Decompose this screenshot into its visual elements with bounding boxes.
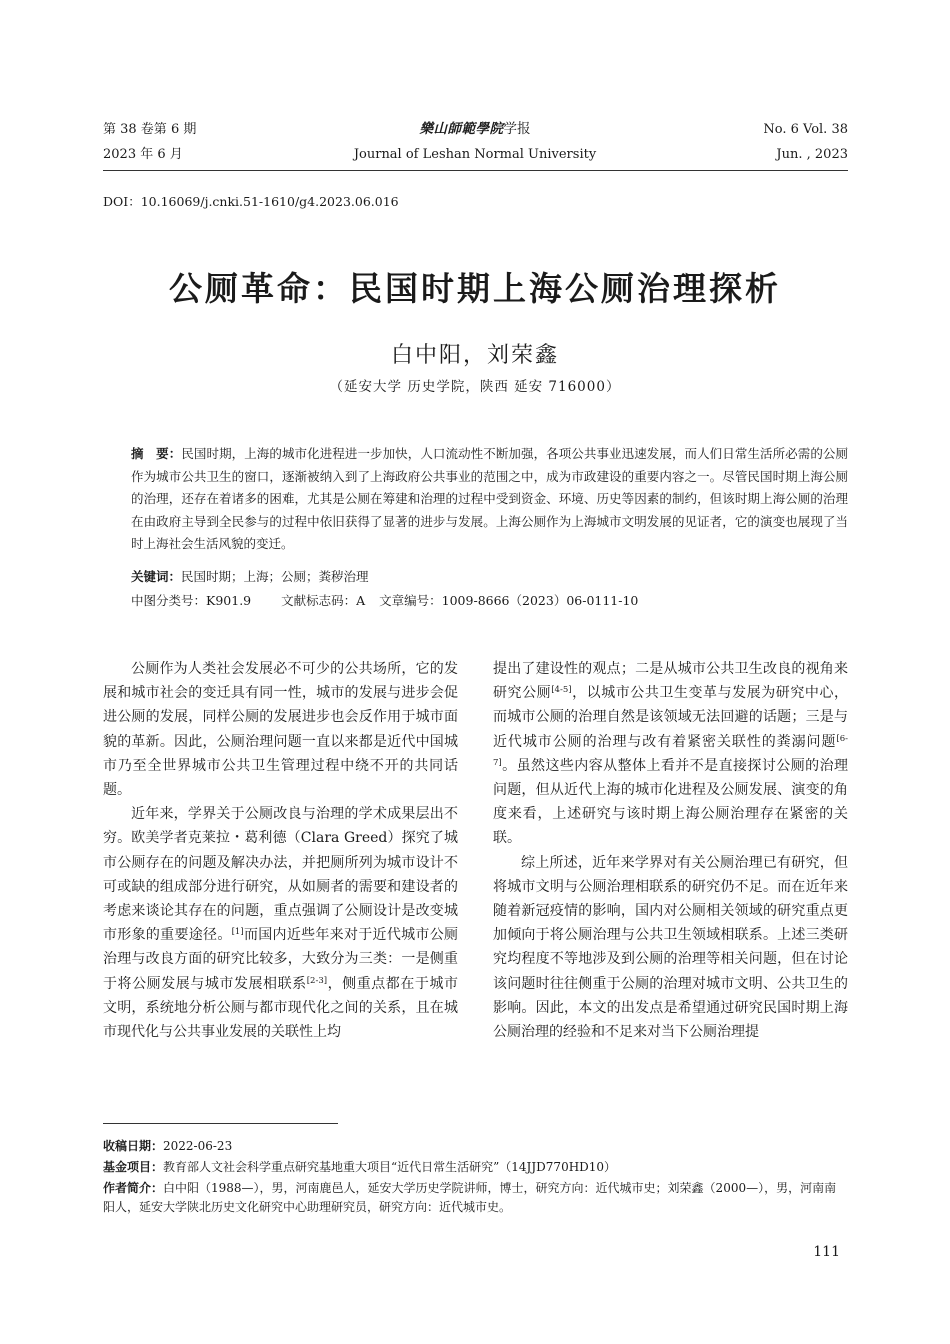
keywords-text: 民国时期；上海；公厕；粪秽治理 <box>181 569 369 584</box>
paragraph-text: ，以城市公共卫生变革与发展为研究中心，而城市公厕的治理自然是该领域无法回避的话题；三是与近代城市公厕的治理与改有着紧密关联性的粪溺问题 <box>493 685 849 750</box>
body-column-right <box>493 657 848 1044</box>
paragraph <box>103 802 458 1044</box>
classification-line <box>131 591 848 611</box>
keywords <box>131 567 848 587</box>
fund-label: 基金项目： <box>103 1160 164 1174</box>
citation-ref: [1] <box>231 927 244 938</box>
citation-ref: [4-5] <box>551 685 572 696</box>
publication-date-cn: 2023 年 6 月 <box>103 147 183 162</box>
paragraph <box>493 657 848 851</box>
abstract <box>131 443 848 556</box>
paragraph-text: 而国内近些年来对于近代城市公厕治理与改良方面的研究比较多，大致分为三类：一是侧重于将公厕发展与城市发展相联系 <box>103 927 459 992</box>
keywords-label: 关键词： <box>131 569 182 584</box>
abstract-label: 摘 要： <box>131 446 182 461</box>
author-bio-label: 作者简介： <box>103 1181 164 1195</box>
affiliation: （延安大学 历史学院，陕西 延安 716000） <box>329 379 621 395</box>
author-bio <box>103 1179 848 1217</box>
fund-project <box>103 1158 848 1177</box>
page-number: 111 <box>813 1244 840 1260</box>
volume-issue: 第 38 卷第 6 期 <box>103 122 197 137</box>
body-column-left <box>103 657 458 1044</box>
footnote-rule <box>103 1123 338 1124</box>
received-label: 收稿日期： <box>103 1139 164 1153</box>
author-bio-value: 白中阳（1988—），男，河南鹿邑人，延安大学历史学院讲师，博士，研究方向：近代城市史；刘荣鑫（2000—），男，河南南阳人，延安大学陕北历史文化研究中心助理研究员，研究方向：近代城市史。 <box>103 1181 837 1214</box>
paper-title: 公厕革命：民国时期上海公厕治理探析 <box>169 269 781 308</box>
paragraph-text: ，侧重点都在于城市文明，系统地分析公厕与都市现代化之间的关系，且在城市现代化与公共事业发展的关联性上均 <box>103 975 459 1041</box>
article-number: 文章编号：1009-8666（2023）06-0111-10 <box>379 593 639 608</box>
doi: DOI：10.16069/j.cnki.51-1610/g4.2023.06.016 <box>103 194 399 209</box>
authors: 白中阳，刘荣鑫 <box>390 343 559 368</box>
journal-suffix: 学报 <box>503 121 531 137</box>
publication-date-en: Jun. , 2023 <box>776 147 848 162</box>
paragraph: 综上所述，近年来学界对有关公厕治理已有研究，但将城市文明与公厕治理相联系的研究仍不足。而在近年来随着新冠疫情的影响，国内对公厕相关领域的研究重点更加倾向于将公厕治理与公共卫生领域相联系。上述三类研究均程度不等地涉及到公厕的治理等相关问题，但在讨论该问题时往往侧重于公厕的治理对城市文明、公共卫生的影响。因此，本文的出发点是希望通过研究民国时期上海公厕治理的经验和不足来对当下公厕治理提 <box>493 854 848 1041</box>
journal-title-en: Journal of Leshan Normal University <box>353 147 597 162</box>
paragraph-text: 。虽然这些内容从整体上看并不是直接探讨公厕的治理问题，但从近代上海的城市化进程及公厕发展、演变的角度来看，上述研究与该时期上海公厕治理存在紧密的关联。 <box>493 757 848 847</box>
citation-ref: [2-3] <box>306 975 328 986</box>
document-code: 文献标志码：A <box>281 593 366 608</box>
fund-value: 教育部人文社会科学重点研究基地重大项目“近代日常生活研究”（14JJD770HD10） <box>163 1160 617 1174</box>
received-value: 2022-06-23 <box>163 1139 233 1153</box>
paragraph-text: 提出了建设性的观点；二是从城市公共卫生改良的视角来研究公厕 <box>493 661 848 702</box>
header-rule <box>103 170 848 171</box>
issue-en: No. 6 Vol. 38 <box>763 122 848 137</box>
abstract-text: 民国时期，上海的城市化进程进一步加快，人口流动性不断加强，各项公共事业迅速发展，而人们日常生活所必需的公厕作为城市公共卫生的窗口，逐渐被纳入到了上海政府公共事业的范围之中，成为市政建设的重要内容之一。尽管民国时期上海公厕的治理，还存在着诸多的困难，尤其是公厕在筹建和治理的过程中受到资金、环境、历史等因素的制约，但该时期上海公厕的治理在由政府主导到全民参与的过程中依旧获得了显著的进步与发展。上海公厕作为上海城市文明发展的见证者，它的演变也展现了当时上海社会生活风貌的变迁。 <box>131 446 848 551</box>
citation-ref: [6-7] <box>493 733 848 768</box>
received-date <box>103 1137 848 1156</box>
clc-number: 中图分类号：K901.9 <box>131 593 252 608</box>
paragraph: 公厕作为人类社会发展必不可少的公共场所，它的发展和城市社会的变迁具有同一性，城市的发展与进步会促进公厕的发展，同样公厕的发展进步也会反作用于城市面貌的革新。因此，公厕治理问题一直以来都是近代中国城市乃至全世界城市公共卫生管理过程中绕不开的共同话题。 <box>103 661 458 799</box>
paragraph-text: 近年来，学界关于公厕改良与治理的学术成果层出不穷。欧美学者克莱拉・葛利德（Clara Greed）探究了城市公厕存在的问题及解决办法，并把厕所列为城市设计不可或缺的组成部分进行研究，从如厕者的需要和建设者的考虑来谈论其存在的问题，重点强调了公厕设计是改变城市形象的重要途径。 <box>103 806 458 944</box>
journal-logo: 樂山師範學院 <box>419 121 504 137</box>
